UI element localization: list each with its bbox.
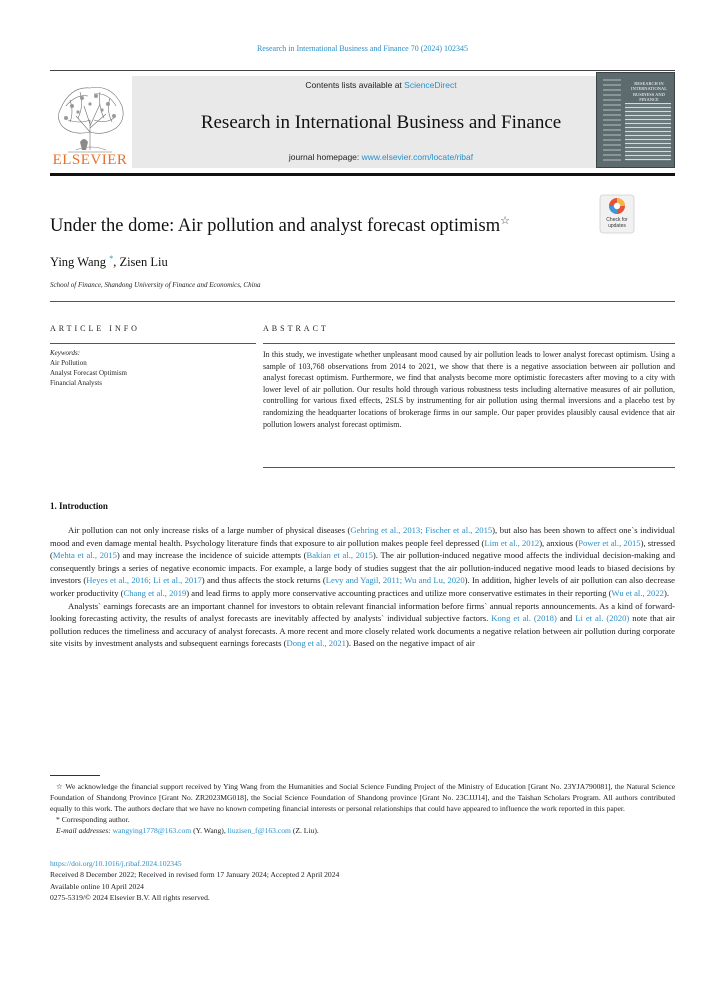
history-dates: Received 8 December 2022; Received in revised form 17 January 2024; Accepted 2 April 2024: [50, 870, 340, 880]
journal-masthead: [50, 70, 675, 176]
funding-footnote: [50, 781, 675, 814]
keyword-item: Financial Analysts: [50, 379, 102, 387]
citation-link[interactable]: Power et al., 2015: [578, 537, 641, 548]
text: ), but also has been shown to affect one`s individual mood and even damage mental health. Psychology literature finds that exposure to air pollution makes people feel depressed (: [50, 525, 675, 548]
author-separator: ,: [113, 255, 120, 270]
contents-prefix: Contents lists available at: [305, 80, 405, 90]
author-name: Ying Wang: [50, 255, 107, 270]
homepage-line: [132, 152, 630, 162]
text: ), stressed (: [50, 537, 676, 561]
citation-link[interactable]: Dong et al., 2021: [286, 638, 346, 649]
abstract-text: In this study, we investigate whether unpleasant mood caused by air pollution leads to lower analyst forecast optimism. Using a sample of 103,768 observations from 2014 to 2021, we show that there is a negative association between air pollution and analyst forecast optimism. Furthermore, we find that analysts become more optimistic forecasters after moving to a city with lower level of air pollution. Our results hold through various robustness tests including alternative measures of air pollution, controlling for various fixed effects, 2SLS by instrumenting for air pollution using thermal inversions and a placebo test by randomizing the headquarter locations of brokerage firms in our sample. Our paper provides plausibly causal evidence that air pollution lowers analyst forecast optimism.: [263, 350, 675, 429]
text: ) and thus affects the stock returns (: [201, 575, 326, 586]
text: Air pollution can not only increase risks of a large number of physical diseases (: [68, 525, 351, 535]
text: note that air pollution reduces the timeliness and accuracy of analyst forecasts. A more recent and more closely related work documents a negative relation between air pollution during corporate site visits by investment analysts and subsequent earnings forecasts (: [50, 613, 675, 649]
keywords-label: Keywords:: [50, 349, 81, 357]
footnotes: [50, 781, 675, 836]
paragraph: [50, 600, 675, 650]
masthead-top-rule: [50, 70, 675, 71]
affiliation: School of Finance, Shandong University of Finance and Economics, China: [50, 281, 261, 289]
cover-title: RESEARCH IN INTERNATIONAL BUSINESS AND FINANCE: [631, 81, 667, 103]
citation-link[interactable]: Heyes et al., 2016; Li et al., 2017: [86, 575, 202, 586]
title-footnote-mark[interactable]: ☆: [500, 215, 510, 227]
email-link[interactable]: wangying1778@163.com: [112, 826, 192, 835]
divider: [263, 467, 675, 468]
article-info-heading: ARTICLE INFO: [50, 324, 140, 333]
running-head[interactable]: Research in International Business and Finance 70 (2024) 102345: [256, 44, 469, 53]
paper-title-text: Under the dome: Air pollution and analyst forecast optimism: [50, 216, 501, 237]
citation-link[interactable]: Bakian et al., 2015: [306, 550, 373, 561]
masthead-bottom-rule: [50, 173, 675, 176]
author-list: [50, 254, 168, 270]
text: ).: [663, 587, 669, 598]
homepage-prefix: journal homepage:: [288, 152, 362, 162]
footnote-text: We acknowledge the financial support received by Ying Wang from the Humanities and Social Science Funding Project of the Ministry of Education [Grant No. 23YJA790081], the Natural Science Foundation of Shandong Province [Grant No. ZR2023MG018], the Social Science Foundation of Shandong province [Grant No. 23CJJJ14], and the Taishan Scholars Program. All authors contributed equally to this work. The authors declare that we have no known competing financial interests or personal relationships that could have appeared to influence the work reported in this paper.: [50, 782, 676, 813]
journal-title[interactable]: Research in International Business and Finance: [200, 112, 562, 133]
crossmark-label-line1: Check for: [606, 217, 628, 223]
author-name: Zisen Liu: [119, 255, 168, 270]
citation-link[interactable]: Kong et al. (2018): [491, 613, 557, 624]
citation-link[interactable]: Lim et al., 2012: [484, 537, 540, 548]
citation-link[interactable]: Wu et al., 2022: [611, 587, 664, 598]
crossmark-label-line2: updates: [608, 222, 626, 229]
keyword-item: Analyst Forecast Optimism: [50, 369, 127, 377]
doi-link[interactable]: https://doi.org/10.1016/j.ribaf.2024.102345: [50, 859, 182, 868]
paragraph: [50, 524, 675, 600]
keywords-block: [50, 348, 256, 388]
email-footnote: [50, 825, 675, 836]
footnote-rule: [50, 775, 100, 776]
text: ) and lead firms to apply more conservative accounting practices and utilize more conservative estimates in their reporting (: [186, 587, 612, 598]
abstract-heading: ABSTRACT: [263, 324, 329, 333]
corresponding-footnote: [50, 814, 675, 825]
introduction-body: [50, 524, 675, 650]
text: Analysts` earnings forecasts are an important channel for investors to obtain relevant financial information before firms` annual reports announcements. As a kind of forward-looking forecasting activity, the results of analyst forecasts are inevitably affected by analysts` individual subjective factors.: [50, 600, 675, 624]
sciencedirect-link[interactable]: ScienceDirect: [404, 80, 457, 90]
citation-link[interactable]: Li et al. (2020): [575, 613, 630, 624]
cover-spine: [603, 79, 621, 163]
publisher-wordmark[interactable]: ELSEVIER: [52, 152, 128, 168]
section-heading-introduction: 1. Introduction: [50, 501, 108, 511]
masthead-banner: [132, 76, 630, 168]
text: ), anxious (: [539, 537, 579, 548]
email-owner: (Y. Wang),: [191, 826, 228, 835]
cover-body: [625, 103, 671, 161]
divider: [50, 343, 256, 344]
text: ). In addition, higher levels of air pollution can also decrease worker productivity (: [50, 575, 675, 598]
crossmark-label: [597, 218, 637, 229]
keyword-item: Air Pollution: [50, 359, 87, 367]
corresponding-author-mark[interactable]: *: [109, 254, 114, 263]
footnote-mark: ☆: [56, 782, 64, 791]
text: and: [556, 613, 576, 624]
journal-cover-thumbnail[interactable]: [596, 72, 675, 168]
citation-link[interactable]: Gehring et al., 2013; Fischer et al., 2015: [350, 525, 493, 535]
journal-homepage-link[interactable]: www.elsevier.com/locate/ribaf: [361, 152, 474, 162]
email-link[interactable]: liuzisen_f@163.com: [227, 826, 291, 835]
text: ). The air pollution-induced negative mood affects the individual decision-making and consequently brings a series of negative economic impacts. For example, a large body of studies suggest that the air pollution-induced negative mood leads to biased decisions by investors (: [50, 550, 675, 586]
email-owner: (Z. Liu).: [290, 826, 319, 835]
online-date: Available online 10 April 2024: [50, 881, 144, 891]
citation-link[interactable]: Levy and Yagil, 2011; Wu and Lu, 2020: [325, 575, 465, 586]
divider: [50, 301, 675, 302]
article-metadata: [50, 858, 675, 904]
copyright: 0275-5319/© 2024 Elsevier B.V. All rights reserved.: [50, 893, 210, 903]
contents-line: [132, 80, 630, 90]
paper-title: [50, 214, 590, 237]
email-label: E-mail addresses:: [56, 826, 113, 835]
citation-link[interactable]: Mehta et al., 2015: [52, 550, 117, 561]
text: ) and may increase the incidence of suicide attempts (: [116, 550, 307, 561]
divider: [263, 343, 675, 344]
footnote-mark: *: [56, 815, 60, 824]
footnote-text: Corresponding author.: [59, 815, 130, 824]
text: ). Based on the negative impact of air: [345, 638, 475, 649]
citation-link[interactable]: Chang et al., 2019: [123, 587, 187, 598]
